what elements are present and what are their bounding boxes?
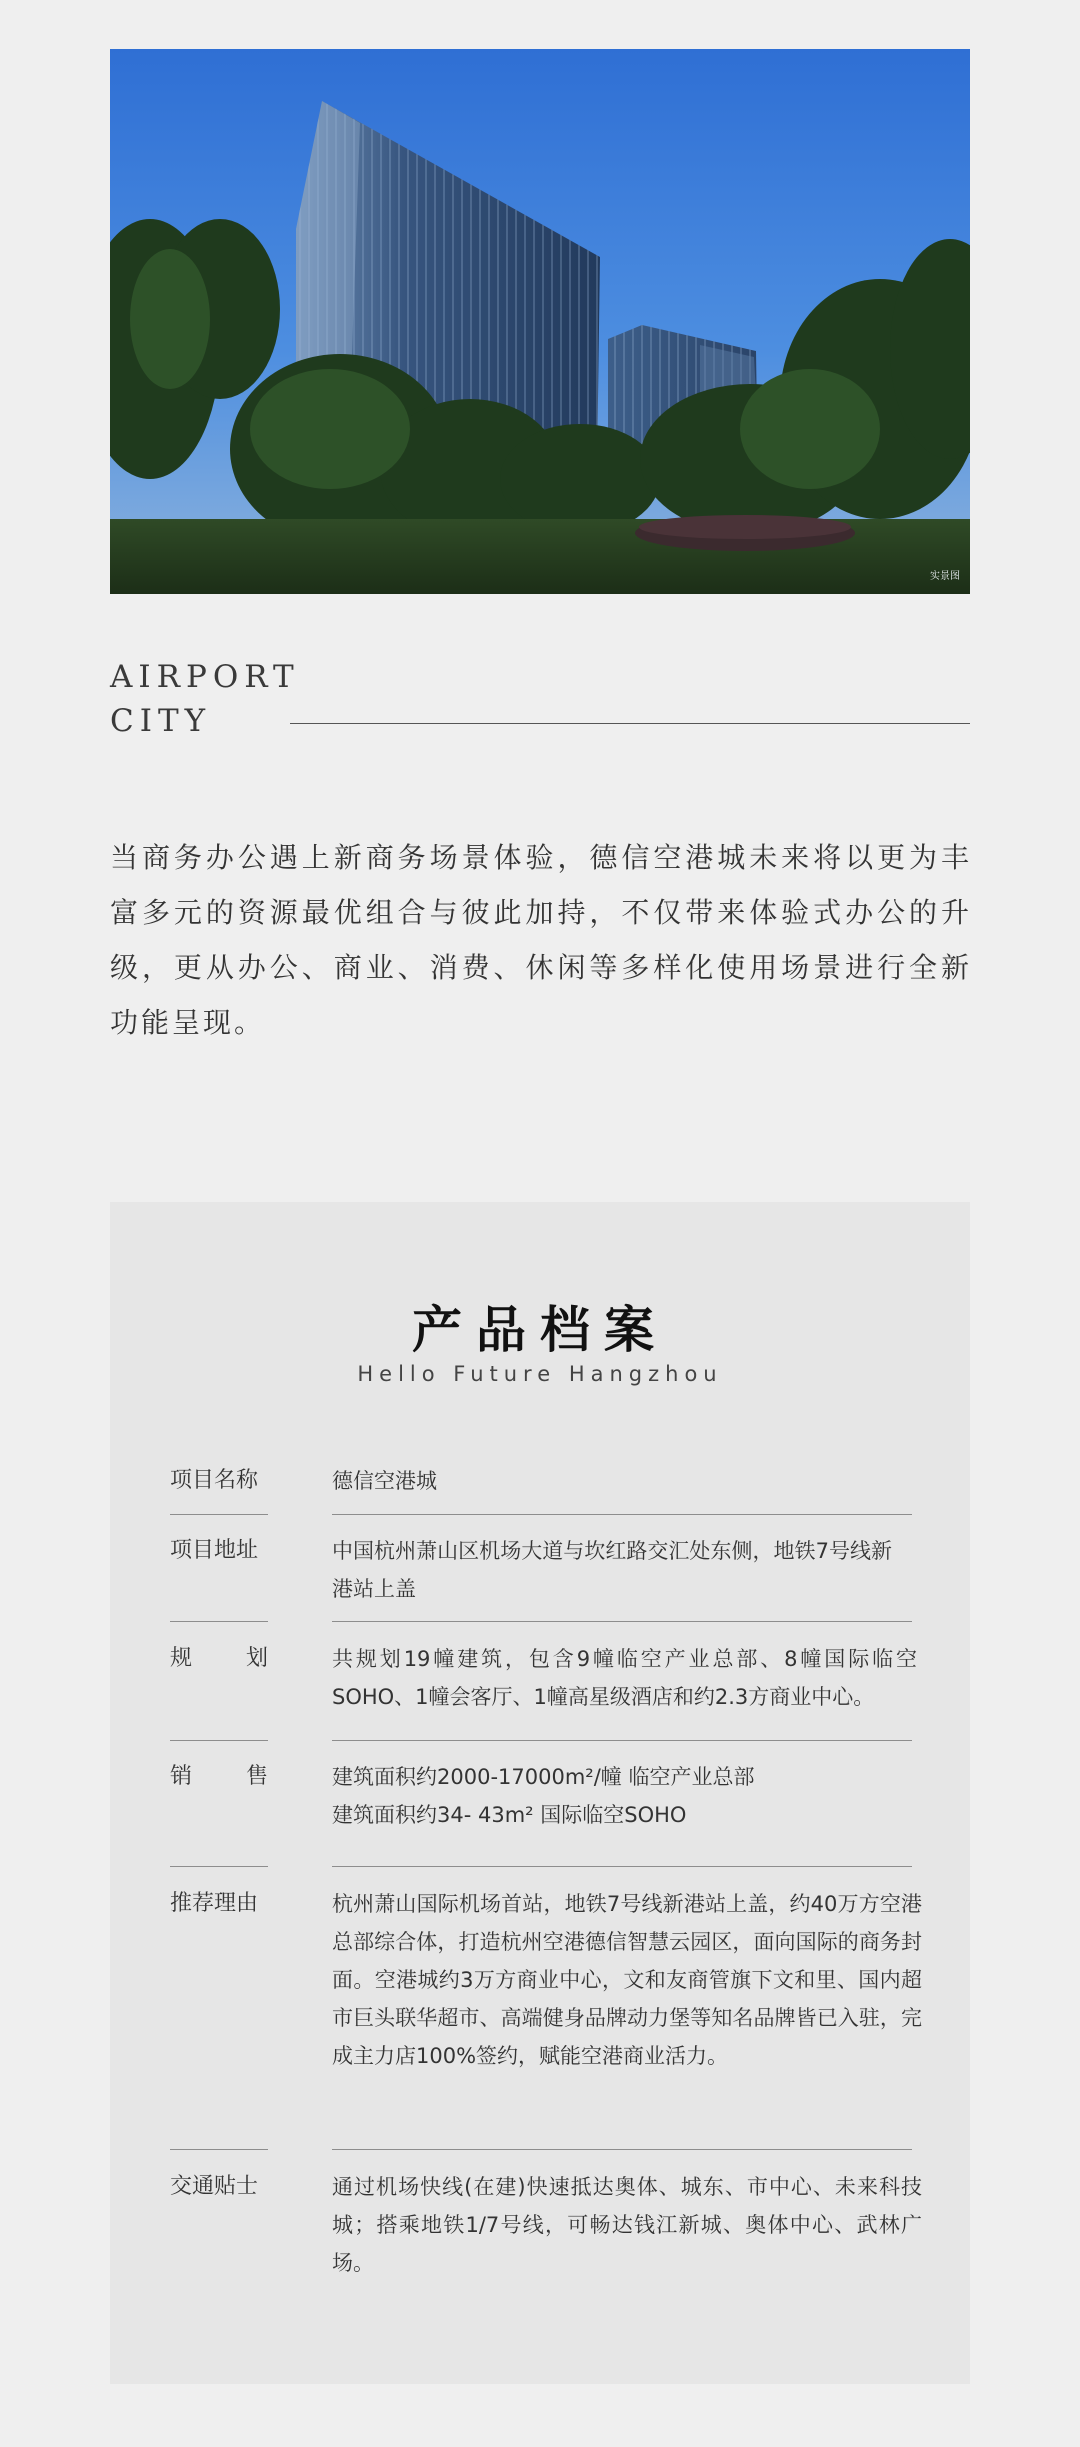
building-photo-illustration	[110, 49, 970, 594]
row-divider	[332, 2149, 912, 2150]
row-divider	[332, 1740, 912, 1741]
row-divider	[332, 1866, 912, 1867]
row-value-line-2: 建筑面积约34- 43m² 国际临空SOHO	[332, 1803, 687, 1827]
row-value-line-1: 建筑面积约2000-17000m²/幢 临空产业总部	[332, 1765, 755, 1789]
row-value: 共规划19幢建筑，包含9幢临空产业总部、8幢国际临空SOHO、1幢会客厅、1幢高星级酒店和约2.3方商业中心。	[332, 1647, 917, 1709]
intro-paragraph: 当商务办公遇上新商务场景体验，德信空港城未来将以更为丰富多元的资源最优组合与彼此加持，不仅带来体验式办公的升级，更从办公、商业、消费、休闲等多样化使用场景进行全新功能呈现。	[110, 841, 972, 1039]
product-profile-card	[110, 1202, 970, 2384]
heading-divider	[290, 723, 970, 724]
card-subtitle: Hello Future Hangzhou	[357, 1362, 723, 1386]
row-divider	[170, 1514, 268, 1515]
row-label: 项目地址	[170, 1538, 259, 1563]
row-label: 交通贴士	[170, 2174, 259, 2199]
row-divider	[170, 1740, 268, 1741]
row-label: 推荐理由	[170, 1891, 259, 1916]
section-heading-line-2: CITY	[110, 703, 212, 739]
row-value: 通过机场快线(在建)快速抵达奥体、城东、市中心、未来科技城；搭乘地铁1/7号线，可畅达钱江新城、奥体中心、武林广场。	[332, 2175, 922, 2275]
row-divider	[332, 1514, 912, 1515]
row-label: 销售	[170, 1764, 268, 1789]
row-divider	[170, 1621, 268, 1622]
row-divider	[170, 1866, 268, 1867]
card-title: 产品档案	[412, 1301, 668, 1359]
row-value: 德信空港城	[332, 1469, 437, 1493]
photo-caption: 实景图	[930, 571, 960, 582]
row-divider	[332, 1621, 912, 1622]
row-label: 规划	[170, 1646, 268, 1671]
row-divider	[170, 2149, 268, 2150]
row-value: 杭州萧山国际机场首站，地铁7号线新港站上盖，约40万方空港总部综合体，打造杭州空港德信智慧云园区，面向国际的商务封面。空港城约3万方商业中心，文和友商管旗下文和里、国内超市巨头联华超市、高端健身品牌动力堡等知名品牌皆已入驻，完成主力店100%签约，赋能空港商业活力。	[332, 1892, 922, 2068]
section-heading-line-1: AIRPORT	[110, 659, 300, 695]
row-value: 中国杭州萧山区机场大道与坎红路交汇处东侧，地铁7号线新港站上盖	[332, 1539, 892, 1601]
hero-photo	[110, 49, 970, 594]
row-label: 项目名称	[170, 1468, 259, 1493]
